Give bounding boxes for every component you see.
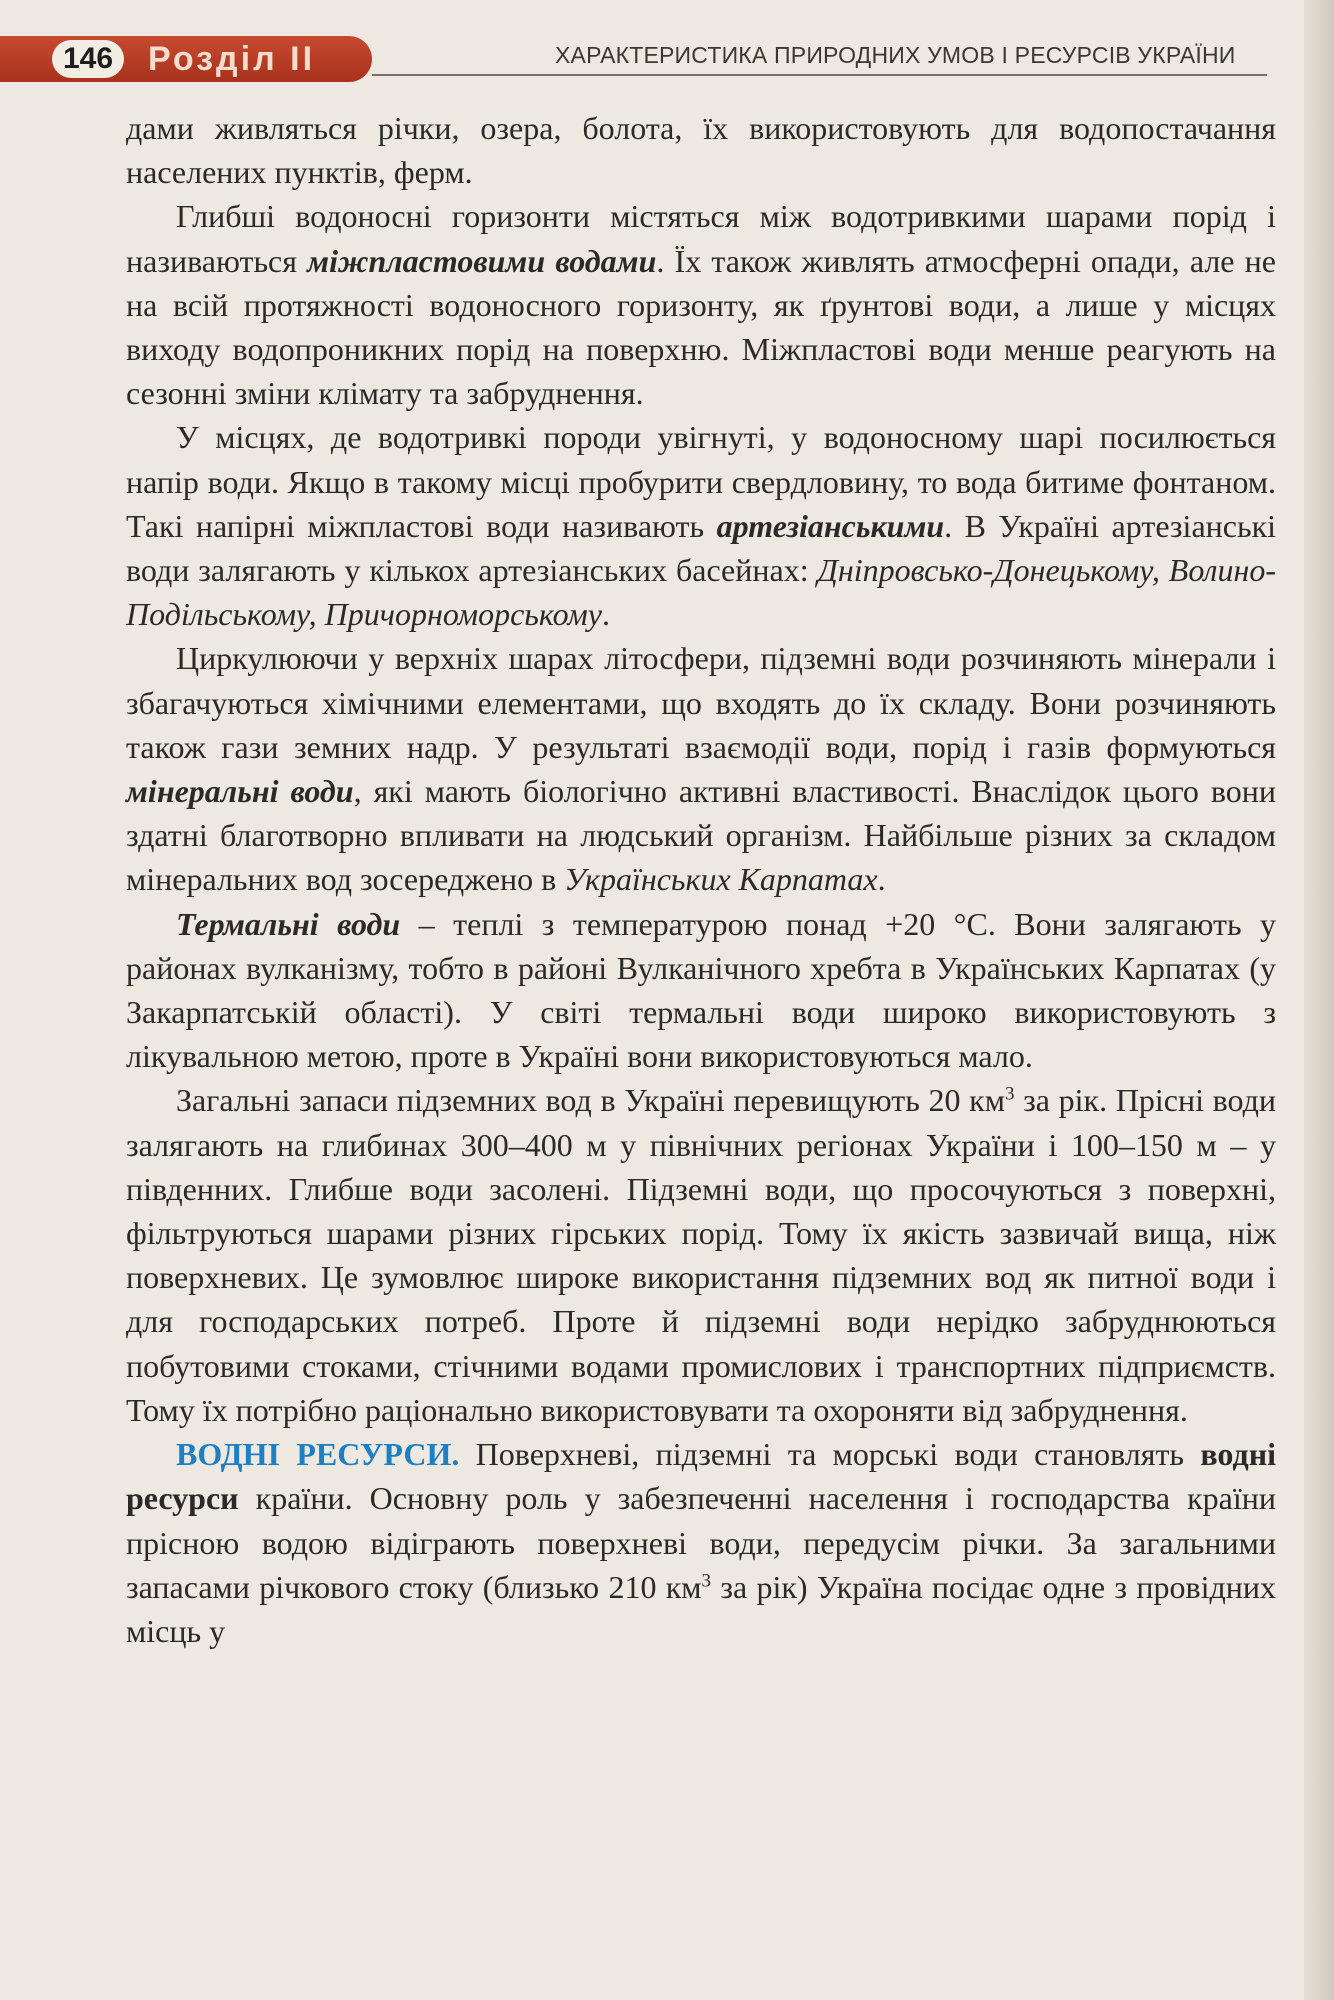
term-water-resources: водні ресурси xyxy=(126,1436,1277,1517)
page-number: 146 xyxy=(52,40,124,78)
paragraph-6: Загальні запаси підземних вод в Україні перевищують 20 $км^3$ за рік. Прісні води залягають на глибинах 300–400 м у північних регіонах України і 100–150 м – у південних. Глибше води засолені. Підземні води, що просочуються з поверхні, фільтруються шарами різних гірських порід. Тому їх якість зазвичай вища, ніж поверхневих. Це зумовлює широке використання підземних вод як питної води і для господарських потреб. Проте й підземні води нерідко забруднюються побутовими стоками, стічними водами промислових і транспортних підприємств. Тому їх потрібно раціонально використовувати та охороняти від забруднення. xyxy=(126,1082,1276,1428)
paragraph-4: Циркулюючи у верхніх шарах літосфери, підземні води розчиняють мінерали і збагачуються хімічними елементами, що входять до їх складу. Вони розчиняють також гази земних надр. У результаті взаємодії води, порід і газів формуються мінеральні води, які мають біологічно активні властивості. Внаслідок цього вони здатні благотворно впливати на людський організм. Найбільше різних за складом мінеральних вод зосереджено в Українських Карпатах. xyxy=(126,640,1277,898)
paragraph-1: дами живляться річки, озера, болота, їх використовують для водопостачання населених пунктів, ферм. xyxy=(126,110,1276,191)
term-interstratal-waters: міжпластовими водами xyxy=(307,242,657,279)
paragraph-7: ВОДНІ РЕСУРСИ. Поверхневі, підземні та морські води становлять водні ресурси країни. Основну роль у забезпеченні населення і господарства країни прісною водою відіграють поверхневі води, передусім річки. За загальними запасами річкового стоку (близько 210 $км^3$ за рік) Україна посідає одне з провідних місць у xyxy=(126,1436,1277,1649)
page-spine-shadow xyxy=(1304,0,1334,2000)
body-text xyxy=(126,106,1276,1653)
place-carpathians: Українських Карпатах xyxy=(564,861,878,898)
paragraph-5: Термальні води – теплі з температурою понад +20 °С. Вони залягають у районах вулканізму, тобто в районі Вулканічного хребта в Українських Карпатах (у Закарпатській області). У світі термальні води широко використовують з лікувальною метою, проте в Україні вони використовуються мало. xyxy=(126,905,1277,1075)
section-label: Розділ II xyxy=(148,40,316,78)
term-thermal-waters: Термальні води xyxy=(176,905,401,942)
term-artesian: артезіанськими xyxy=(716,507,945,544)
paragraph-3: У місцях, де водотривкі породи увігнуті, у водоносному шарі посилюється напір води. Якщо в такому місці пробурити свердловину, то вода битиме фонтаном. Такі напірні міжпластові води називають артезіанськими. В Україні артезіанські води залягають у кількох артезіанських басейнах: Дніпровсько-Донецькому, Волино-Подільському, Причорноморському. xyxy=(126,419,1277,633)
artesian-basins: Дніпровсько-Донецькому, Волино-Подільському, Причорноморському xyxy=(126,552,1277,633)
term-mineral-waters: мінеральні води xyxy=(126,773,354,810)
paragraph-2: Глибші водоносні горизонти містяться між водотривкими шарами порід і називаються міжпластовими водами. Їх також живлять атмосферні опади, але не на всій протяжності водоносного горизонту, як ґрунтові води, а лише у місцях виходу водопроникних порід на поверхню. Міжпластові води менше реагують на сезонні зміни клімату та забруднення. xyxy=(126,198,1277,412)
header-rule xyxy=(372,74,1267,76)
page-header xyxy=(0,30,1280,88)
chapter-title: ХАРАКТЕРИСТИКА ПРИРОДНИХ УМОВ І РЕСУРСІВ УКРАЇНИ xyxy=(555,42,1236,68)
heading-water-resources: ВОДНІ РЕСУРСИ. xyxy=(176,1436,460,1473)
